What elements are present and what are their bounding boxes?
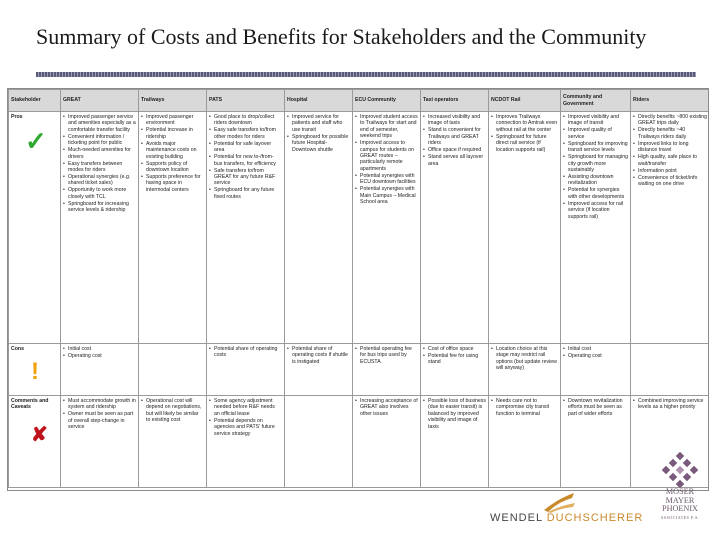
list-item: • Potential synergies with ECU downtown facilities: [355, 173, 418, 186]
header-cell: Stakeholder: [9, 90, 61, 112]
list-item: • Improved links to long distance travel: [633, 141, 708, 154]
list-item: • Potential increase in ridership: [141, 127, 204, 140]
list-item: • Good place to drop/collect riders downtown: [209, 114, 282, 127]
summary-table: [7, 88, 709, 491]
list-item: • Potential depends on agencies and PATS' future service strategy: [209, 418, 282, 437]
title-rule: [36, 72, 696, 77]
list-item: • Easy safe transfers to/from other modes for riders: [209, 127, 282, 140]
table-row-pros: [9, 112, 710, 344]
list-item: • Improved access to campus for students on GREAT routes – particularly remote apartments: [355, 140, 418, 172]
logo-line: MOSER: [665, 487, 695, 496]
bullet-list: [355, 346, 418, 365]
bullet-list: [209, 398, 282, 437]
table-cell: [353, 344, 421, 396]
bullet-list: [63, 346, 136, 359]
header-cell: ECU Community: [353, 90, 421, 112]
list-item: • Stand serves all layover area: [423, 154, 486, 167]
list-item: • Operational cost will depend on negotiations, but will likely be similar to existing cost: [141, 398, 204, 424]
bullet-list: [563, 346, 628, 359]
bullet-list: [355, 398, 418, 417]
table-cell: [207, 112, 285, 344]
table-cell: [139, 112, 207, 344]
list-item: • Stand is convenient for Trailways and GREAT riders: [423, 127, 486, 146]
list-item: • Cost of office space: [423, 346, 486, 352]
list-item: • Office space if required: [423, 147, 486, 153]
list-item: • Potential for safe layover area: [209, 141, 282, 154]
header-cell: Trailways: [139, 90, 207, 112]
cross-icon: ✘: [31, 423, 48, 446]
slide-title: Summary of Costs and Benefits for Stakeholders and the Community: [36, 24, 647, 49]
list-item: • Downtown revitalization efforts must be seen as part of wider efforts: [563, 398, 628, 417]
list-item: • Springboard for increasing service levels & ridership: [63, 201, 136, 214]
header-cell: Community and Government: [561, 90, 631, 112]
list-item: • Possible loss of business (due to easier transit) is balanced by improved visibility and image of taxis: [423, 398, 486, 430]
bullet-list: [491, 398, 558, 417]
list-item: • Improved passenger service and amenities especially as a comfortable transfer facility: [63, 114, 136, 133]
bullet-list: [141, 398, 204, 424]
list-item: • Springboard for possible future Hospital-Downtown shuttle: [287, 134, 350, 153]
list-item: • High quality, safe place to wait/transfer: [633, 154, 708, 167]
row-label: Cons: [11, 346, 24, 352]
bullet-list: [423, 398, 486, 430]
list-item: • Potential operating fee for bus trips used by ECUSTA: [355, 346, 418, 365]
table-cell: [285, 396, 353, 488]
table-cell: [489, 112, 561, 344]
table-cell: [561, 344, 631, 396]
list-item: • Springboard for managing city growth more sustainably: [563, 154, 628, 173]
list-item: • Easy transfers between modes for riders: [63, 161, 136, 174]
table-cell: [139, 396, 207, 488]
header-cell: GREAT: [61, 90, 139, 112]
list-item: • Potential fee for using stand: [423, 353, 486, 366]
bullet-list: [287, 114, 350, 153]
moser-logo: [650, 488, 710, 522]
table-cell: [207, 396, 285, 488]
list-item: • Information point: [633, 168, 708, 174]
list-item: • Improved student access to Trailways for start and end of semester, weekend trips: [355, 114, 418, 140]
bullet-list: [209, 114, 282, 200]
table-row-cons: [9, 344, 710, 396]
list-item: • Improved service for patients and staff who use transit: [287, 114, 350, 133]
table-cell: [489, 344, 561, 396]
list-item: • Opportunity to work more closely with TCL: [63, 187, 136, 200]
list-item: • Springboard for future direct rail service (if location supports rail): [491, 134, 558, 153]
bullet-list: [633, 398, 708, 411]
header-cell: Riders: [631, 90, 710, 112]
bullet-list: [209, 346, 282, 359]
list-item: • Directly benefits ~40 Trailways riders daily: [633, 127, 708, 140]
bullet-list: [491, 346, 558, 372]
table-cell: [631, 344, 710, 396]
bullet-list: [633, 114, 708, 187]
table-cell: [207, 344, 285, 396]
consultant-logos: [484, 452, 714, 536]
list-item: • Potential for new to-/from-bus transfers, for efficiency: [209, 154, 282, 167]
list-item: • Potential for synergies with other developments: [563, 187, 628, 200]
moser-emblem-icon: [662, 452, 698, 488]
bullet-list: [63, 114, 136, 214]
list-item: • Supports policy of downtown location: [141, 161, 204, 174]
bullet-list: [423, 114, 486, 167]
list-item: • Supports preference for having space in intermodal centers: [141, 174, 204, 193]
bullet-list: [287, 346, 350, 365]
table-cell: [285, 344, 353, 396]
list-item: • Potential share of operating costs if shuttle is instigated: [287, 346, 350, 365]
list-item: • Convenience of ticket/info waiting on one drive: [633, 175, 708, 188]
header-cell: NCDOT Rail: [489, 90, 561, 112]
list-item: • Must accommodate growth in system and ridership: [63, 398, 136, 411]
table-cell: [561, 112, 631, 344]
logo-word: DUCHSCHERER: [546, 512, 644, 524]
check-icon: ✓: [25, 126, 47, 157]
logo-word: WENDEL: [490, 512, 543, 524]
table-header-row: [9, 90, 710, 112]
row-head-cons: [9, 344, 61, 396]
header-cell: PATS: [207, 90, 285, 112]
list-item: • Increased visibility and image of taxis: [423, 114, 486, 127]
list-item: • Some agency adjustment needed before R&F needs an official lease: [209, 398, 282, 417]
logo-line: MAYER: [665, 495, 695, 505]
table-cell: [353, 396, 421, 488]
header-cell: Hospital: [285, 90, 353, 112]
logo-line: PHOENIX: [662, 504, 698, 514]
list-item: • Potential share of operating costs: [209, 346, 282, 359]
bullet-list: [63, 398, 136, 431]
list-item: • Springboard for improving transit service levels: [563, 141, 628, 154]
row-label: Comments and Caveats: [11, 398, 49, 411]
list-item: • Increasing acceptance of GREAT also involves other issues: [355, 398, 418, 417]
list-item: • Improved visibility and image of transit: [563, 114, 628, 127]
list-item: • Much-needed amenities for drivers: [63, 147, 136, 160]
bullet-list: [491, 114, 558, 153]
list-item: • Location choice at this stage may restrict rail options (but update review will anyway): [491, 346, 558, 372]
bullet-list: [563, 398, 628, 417]
table-cell: [421, 344, 489, 396]
list-item: • Improves Trailways connection to Amtrak even without rail at the center: [491, 114, 558, 133]
table-cell: [285, 112, 353, 344]
row-head-comments: [9, 396, 61, 488]
list-item: • Assisting downtown revitalization: [563, 174, 628, 187]
table-cell: [353, 112, 421, 344]
logo-subtitle: ASSOCIATES P.A.: [660, 514, 700, 520]
bullet-list: [423, 346, 486, 366]
list-item: • Initial cost: [63, 346, 136, 352]
list-item: • Convenient information / ticketing point for public: [63, 134, 136, 147]
list-item: • Combined improving service levels as a higher priority: [633, 398, 708, 411]
list-item: • Needs care not to compromise city transit function to terminal: [491, 398, 558, 417]
wendel-logo: [490, 512, 643, 524]
table-cell: [421, 396, 489, 488]
table-cell: [139, 344, 207, 396]
list-item: • Avoids major maintenance costs on existing building: [141, 141, 204, 160]
list-item: • Improved quality of service: [563, 127, 628, 140]
table-cell: [421, 112, 489, 344]
row-head-pros: [9, 112, 61, 344]
list-item: • Improved access for rail service (if location supports rail): [563, 201, 628, 220]
list-item: • Initial cost: [563, 346, 628, 352]
wendel-swoosh-icon: [542, 490, 576, 514]
list-item: • Owner must be seen as part of overall step-change in service: [63, 411, 136, 430]
list-item: • Operating cost: [563, 353, 628, 359]
row-label: Pros: [11, 114, 23, 120]
list-item: • Improved passenger environment: [141, 114, 204, 127]
list-item: • Operating cost: [63, 353, 136, 359]
bullet-list: [141, 114, 204, 193]
list-item: • Potential synergies with Main Campus – Medical School area: [355, 186, 418, 205]
header-cell: Taxi operators: [421, 90, 489, 112]
bullet-list: [563, 114, 628, 220]
bullet-list: [355, 114, 418, 205]
warning-icon: !: [31, 358, 39, 386]
table-cell: [631, 112, 710, 344]
table-cell: [61, 112, 139, 344]
list-item: • Directly benefits ~800 existing GREAT trips daily: [633, 114, 708, 127]
table-cell: [61, 344, 139, 396]
list-item: • Springboard for any future fixed routes: [209, 187, 282, 200]
list-item: • Operational synergies (e.g. shared ticket sales): [63, 174, 136, 187]
list-item: • Safe transfers to/from GREAT for any future R&F service: [209, 168, 282, 187]
table-cell: [61, 396, 139, 488]
